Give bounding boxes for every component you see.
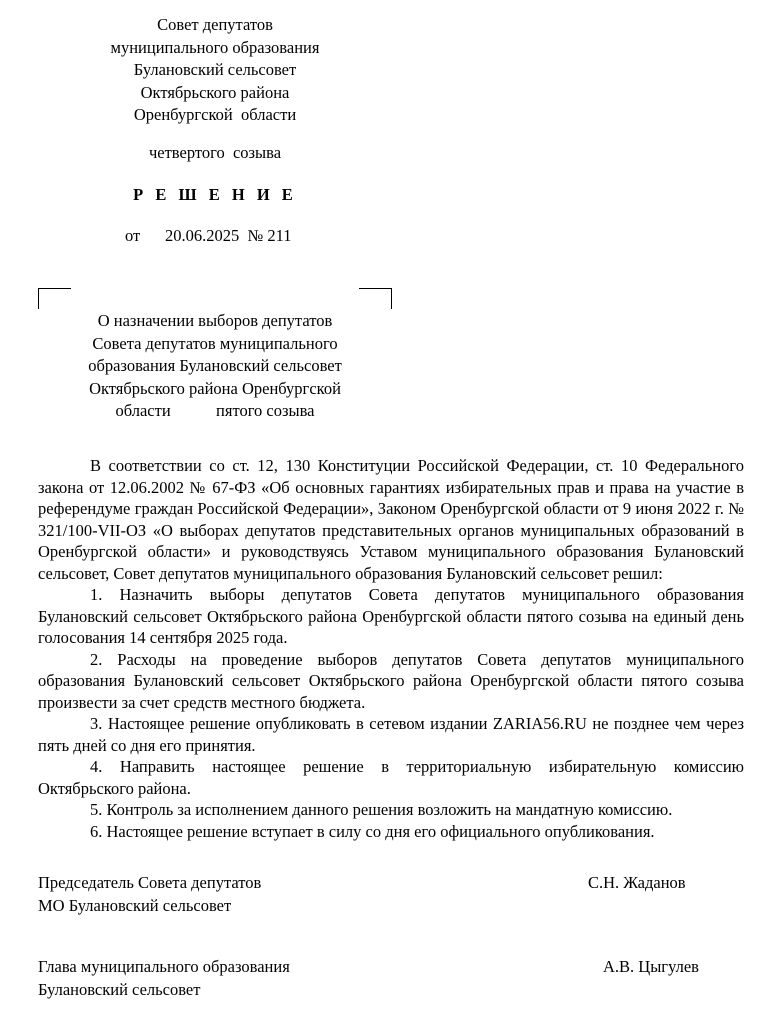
head-title-line: Булановский сельсовет [38,979,201,999]
issuing-body-line: Булановский сельсовет [133,60,297,79]
subject-corner-left [38,288,71,309]
subject-line: О назначении выборов депутатов [97,311,333,330]
decision-item: 6. Настоящее решение вступает в силу со дня его официального опубликования. [90,821,655,841]
document-date-line [125,226,292,246]
decision-item: 4. Направить настоящее решение в территориальную избирательную комиссию Октябрьского района. [38,757,744,798]
subject-line: Совета депутатов муниципального [92,333,338,353]
issuing-body [40,14,390,127]
decision-body [38,455,744,842]
issuing-body-line: Оренбургской области [133,105,297,124]
document-date: 20.06.2025 [165,226,240,245]
preamble: В соответствии со ст. 12, 130 Конституции Российской Федерации, ст. 10 Федерального закона от 12.06.2002 № 67-ФЗ «Об основных гарантиях избирательных прав и права на участие в референдуме граждан Российской Федерации», Законом Оренбургской области от 9 июня 2022 г. № 321/100-VII-ОЗ «О выборах депутатов представительных органов муниципальных образований в Оренбургской области» и руководствуясь Уставом муниципального образования Булановский сельсовет, Совет депутатов муниципального образования Булановский сельсовет решил: [38,456,744,583]
issuing-body-line: Октябрьского района [140,82,290,102]
decision-item: 5. Контроль за исполнением данного решения возложить на мандатную комиссию. [90,800,673,819]
head-name: А.В. Цыгулев [603,957,699,976]
decision-item: 1. Назначить выборы депутатов Совета депутатов муниципального образования Булановский сельсовет Октябрьского района Оренбургской области пятого созыва на единый день голосования 14 сентября 2025 года. [38,585,744,647]
issuing-body-line: муниципального образования [110,37,320,57]
head-signature-title [38,956,290,1001]
document-number: № 211 [247,226,292,245]
issuing-body-line: Совет депутатов [157,15,273,34]
chair-title-line: Председатель Совета депутатов [38,873,262,892]
subject-block [40,310,390,423]
subject-corner-right [359,288,392,309]
chair-title-line: МО Булановский сельсовет [38,895,232,915]
document-title: Р Е Ш Е Н И Е [133,185,297,204]
head-title-line: Глава муниципального образования [38,957,290,976]
subject-line: Октябрьского района Оренбургской [89,378,341,398]
subject-line: области пятого созыва [115,401,315,420]
convocation: четвертого созыва [148,143,282,162]
subject-line: образования Булановский сельсовет [88,356,342,375]
chair-name: С.Н. Жаданов [588,873,686,892]
date-prefix: от [125,226,141,245]
chair-signature-title [38,872,261,917]
decision-item: 3. Настоящее решение опубликовать в сетевом издании ZARIA56.RU не позднее чем через пять дней со дня его принятия. [38,714,744,755]
decision-item: 2. Расходы на проведение выборов депутатов Совета депутатов муниципального образования Булановский сельсовет Октябрьского района Оренбургской области пятого созыва произвести за счет средств местного бюджета. [38,649,744,712]
